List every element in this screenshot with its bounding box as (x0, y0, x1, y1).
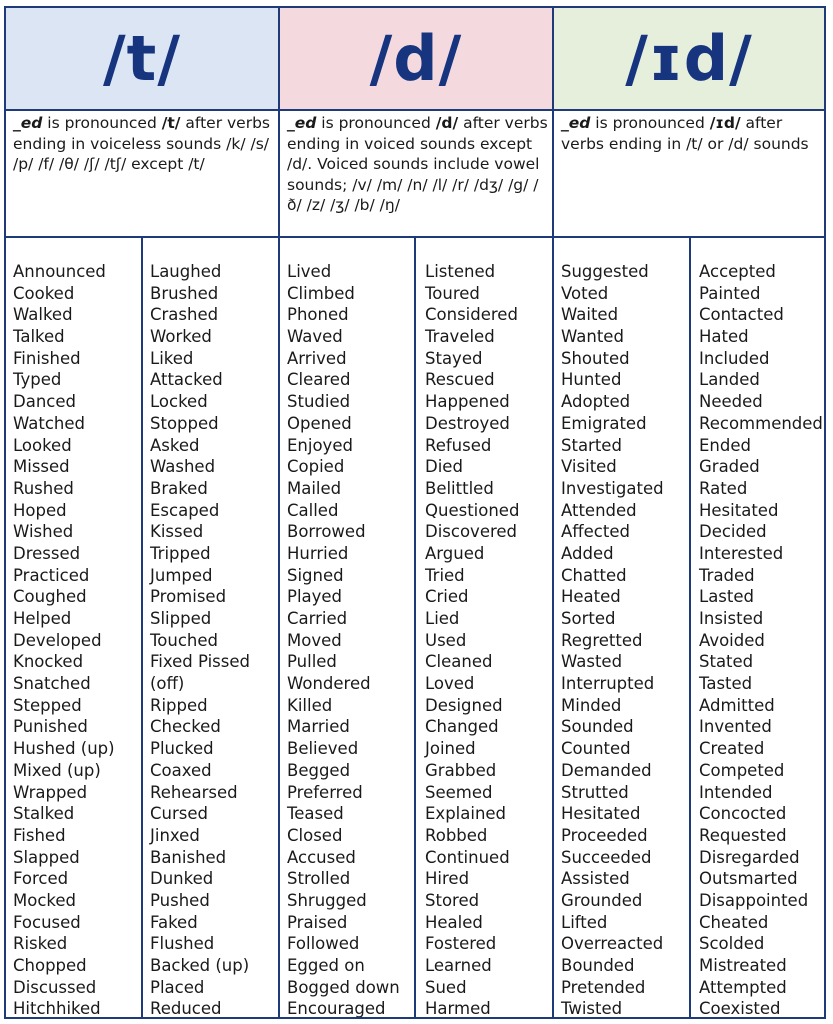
word-item: Scolded (699, 934, 765, 954)
divider (414, 237, 416, 1019)
word-item: Rescued (425, 370, 495, 390)
word-item: Egged on (287, 956, 365, 975)
word-item: Begged (287, 760, 351, 780)
word-item: Flushed (150, 934, 215, 954)
word-item: Attacked (150, 370, 223, 390)
word-item: Emigrated (561, 413, 647, 433)
word-item: Helped (13, 609, 72, 628)
word-item: Believed (287, 739, 359, 759)
word-item: Stayed (425, 348, 483, 368)
word-item: Rushed (13, 478, 74, 498)
word-item: Destroyed (425, 413, 510, 433)
word-item: Tasted (699, 674, 753, 694)
word-item: Borrowed (287, 522, 366, 542)
divider (4, 109, 826, 111)
word-item: Punished (13, 717, 88, 737)
desc-t-sound: /t/ (161, 114, 181, 132)
word-item: Hired (425, 869, 470, 889)
word-item: Cried (425, 587, 469, 607)
word-item: Worked (150, 327, 212, 347)
word-item: Strutted (561, 782, 629, 802)
word-item: Preferred (287, 782, 363, 802)
word-item: Questioned (425, 500, 520, 520)
word-item: Painted (699, 283, 761, 303)
word-item: Grounded (561, 890, 643, 910)
word-item: Toured (425, 283, 480, 303)
word-item: Signed (287, 565, 344, 585)
word-item: Continued (425, 847, 510, 867)
word-item: Reduced (150, 999, 222, 1019)
desc-t-pre: is pronounced (42, 114, 162, 132)
word-item: Fished (13, 825, 66, 845)
word-item: Sorted (561, 609, 616, 628)
word-item: Married (287, 717, 350, 737)
divider (552, 6, 554, 1019)
word-item: Discovered (425, 522, 518, 542)
word-item: Ripped (150, 695, 208, 715)
word-item: Followed (287, 934, 360, 954)
word-item: Discussed (13, 977, 97, 997)
word-item: Typed (13, 370, 62, 390)
word-item: Enjoyed (287, 435, 353, 455)
word-item: Lasted (699, 587, 754, 607)
word-item: Used (425, 630, 467, 650)
header-id-label: /ɪd/ (625, 22, 753, 95)
word-item: Played (287, 587, 343, 607)
word-item: Stopped (150, 413, 219, 433)
word-item: Counted (561, 739, 631, 759)
word-item: Chopped (13, 956, 87, 975)
word-item: Insisted (699, 609, 764, 628)
word-item: Moved (287, 630, 342, 650)
desc-d-pre: is pronounced (316, 114, 436, 132)
word-item: Checked (150, 717, 221, 737)
word-item: Watched (13, 413, 85, 433)
word-item: Sounded (561, 717, 634, 737)
word-item: Intended (699, 782, 773, 802)
word-item: Coexisted (699, 999, 781, 1019)
word-item: Disappointed (699, 890, 809, 910)
word-item: Proceeded (561, 825, 648, 845)
header-t-label: /t/ (103, 22, 181, 95)
word-item: Promised (150, 587, 227, 607)
word-item: Bogged down (287, 977, 400, 997)
word-item: Climbed (287, 283, 355, 303)
word-item: Escaped (150, 500, 220, 520)
word-item: Competed (699, 760, 785, 780)
word-item: Affected (561, 522, 630, 542)
desc-d-post: after verbs ending in voiced sounds except /d/. Voiced sounds include vowel sounds; /v/ /m/ /n/ /l/ /r/ /dʒ/ /g/ /ð/ /z/ /ʒ/ /b/ /ŋ/ (287, 114, 548, 215)
word-item: Heated (561, 587, 621, 607)
word-item: Loved (425, 674, 475, 694)
word-item: Demanded (561, 760, 652, 780)
divider (141, 237, 143, 1019)
word-item: Belittled (425, 478, 494, 498)
word-item: Chatted (561, 565, 627, 585)
word-item: Considered (425, 305, 518, 325)
word-item: Attempted (699, 977, 787, 997)
word-item: Waved (287, 327, 343, 347)
word-item: Overreacted (561, 934, 664, 954)
word-item: Pulled (287, 652, 337, 672)
divider (278, 6, 280, 1019)
word-item: Changed (425, 717, 499, 737)
word-item: Visited (561, 457, 617, 477)
word-item: Harmed (425, 999, 491, 1019)
word-item: Pushed (150, 890, 210, 910)
word-item: Included (699, 348, 770, 368)
word-item: Seemed (425, 782, 493, 802)
word-item: Arrived (287, 348, 347, 368)
word-item: Mixed (up) (13, 760, 101, 780)
word-item: Traded (699, 565, 755, 585)
word-item: Hated (699, 327, 749, 347)
word-item: Stepped (13, 695, 82, 715)
word-item: Dunked (150, 869, 214, 889)
word-item: Liked (150, 348, 194, 368)
word-item: Announced (13, 262, 106, 281)
word-item: Ended (699, 435, 751, 455)
word-item: Coughed (13, 587, 87, 607)
word-item: Finished (13, 348, 81, 368)
word-item: Braked (150, 478, 208, 498)
word-item: Cursed (150, 804, 208, 824)
word-item: Happened (425, 392, 510, 412)
word-item: Backed (up) (150, 956, 250, 975)
word-item: Added (561, 543, 614, 563)
word-item: Tripped (150, 543, 211, 563)
word-item: Avoided (699, 630, 765, 650)
word-item: Wrapped (13, 782, 88, 802)
word-item: Admitted (699, 695, 775, 715)
word-item: Cleared (287, 370, 351, 390)
word-item: (off) (150, 674, 185, 694)
word-item: Lifted (561, 912, 608, 932)
word-item: Explained (425, 804, 507, 824)
word-item: Lived (287, 262, 332, 281)
word-item: Dressed (13, 543, 81, 563)
word-item: Jumped (150, 565, 213, 585)
word-item: Praised (287, 912, 348, 932)
word-item: Carried (287, 609, 348, 628)
word-item: Killed (287, 695, 333, 715)
word-item: Hoped (13, 500, 67, 520)
word-item: Talked (13, 327, 65, 347)
word-item: Rated (699, 478, 748, 498)
word-item: Hurried (287, 543, 349, 563)
word-item: Phoned (287, 305, 349, 325)
word-item: Started (561, 435, 622, 455)
word-item: Pretended (561, 977, 646, 997)
word-item: Crashed (150, 305, 219, 325)
word-item: Touched (150, 630, 218, 650)
word-item: Hesitated (699, 500, 779, 520)
word-item: Recommended (699, 413, 823, 433)
word-item: Stored (425, 890, 480, 910)
header-d-label: /d/ (369, 22, 463, 95)
word-item: Wondered (287, 674, 371, 694)
word-item: Hesitated (561, 804, 641, 824)
word-item: Faked (150, 912, 198, 932)
word-item: Succeeded (561, 847, 652, 867)
word-item: Adopted (561, 392, 631, 412)
word-item: Fixed Pissed (150, 652, 250, 672)
word-item: Attended (561, 500, 637, 520)
word-item: Missed (13, 457, 70, 477)
word-item: Plucked (150, 739, 214, 759)
ed-suffix: _ed (287, 114, 317, 132)
word-item: Slapped (13, 847, 80, 867)
word-item: Suggested (561, 262, 649, 281)
word-item: Wasted (561, 652, 623, 672)
word-item: Stated (699, 652, 754, 672)
word-item: Graded (699, 457, 760, 477)
word-item: Stalked (13, 804, 75, 824)
word-item: Minded (561, 695, 622, 715)
word-item: Strolled (287, 869, 351, 889)
word-item: Practiced (13, 565, 90, 585)
desc-t-post: after verbs ending in voiceless sounds /k/ /s/ /p/ /f/ /θ/ /ʃ/ /tʃ/ except /t/ (13, 114, 270, 174)
word-item: Asked (150, 435, 200, 455)
word-item: Grabbed (425, 760, 497, 780)
word-item: Mistreated (699, 956, 787, 975)
word-item: Interested (699, 543, 784, 563)
word-item: Rehearsed (150, 782, 238, 802)
word-item: Shouted (561, 348, 630, 368)
word-item: Opened (287, 413, 352, 433)
word-item: Jinxed (150, 825, 200, 845)
word-item: Argued (425, 543, 485, 563)
word-item: Accused (287, 847, 356, 867)
word-item: Waited (561, 305, 619, 325)
desc-id-pre: is pronounced (590, 114, 710, 132)
word-item: Laughed (150, 262, 222, 281)
word-item: Called (287, 500, 339, 520)
word-item: Decided (699, 522, 767, 542)
word-item: Learned (425, 956, 492, 975)
word-item: Joined (425, 739, 476, 759)
word-item: Mocked (13, 890, 76, 910)
word-item: Developed (13, 630, 102, 650)
word-item: Hitchhiked (13, 999, 101, 1019)
word-item: Requested (699, 825, 787, 845)
word-item: Invented (699, 717, 772, 737)
word-item: Healed (425, 912, 483, 932)
word-item: Coaxed (150, 760, 212, 780)
word-item: Investigated (561, 478, 664, 498)
word-item: Refused (425, 435, 492, 455)
word-item: Brushed (150, 283, 219, 303)
desc-id-sound: /ɪd/ (709, 114, 741, 132)
desc-d-sound: /d/ (435, 114, 459, 132)
word-item: Tried (425, 565, 465, 585)
word-item: Knocked (13, 652, 84, 672)
word-item: Designed (425, 695, 503, 715)
word-item: Placed (150, 977, 205, 997)
word-item: Washed (150, 457, 216, 477)
divider (689, 237, 691, 1019)
word-item: Encouraged (287, 999, 386, 1019)
word-item: Shrugged (287, 890, 367, 910)
word-item: Banished (150, 847, 227, 867)
word-item: Died (425, 457, 463, 477)
word-item: Teased (287, 804, 344, 824)
word-item: Voted (561, 283, 609, 303)
ed-suffix: _ed (561, 114, 591, 132)
word-item: Locked (150, 392, 208, 412)
word-item: Kissed (150, 522, 204, 542)
word-item: Disregarded (699, 847, 800, 867)
word-item: Mailed (287, 478, 342, 498)
word-item: Copied (287, 457, 345, 477)
word-item: Walked (13, 305, 73, 325)
word-item: Fostered (425, 934, 497, 954)
divider (4, 236, 826, 238)
word-item: Looked (13, 435, 72, 455)
word-item: Wished (13, 522, 74, 542)
word-item: Snatched (13, 674, 91, 694)
word-item: Sued (425, 977, 467, 997)
word-item: Assisted (561, 869, 630, 889)
word-item: Created (699, 739, 765, 759)
word-item: Slipped (150, 609, 212, 628)
word-item: Concocted (699, 804, 787, 824)
word-item: Studied (287, 392, 351, 412)
word-item: Cleaned (425, 652, 493, 672)
word-item: Lied (425, 609, 460, 628)
word-item: Contacted (699, 305, 784, 325)
word-item: Traveled (425, 327, 495, 347)
word-item: Robbed (425, 825, 488, 845)
word-item: Danced (13, 392, 76, 412)
word-item: Closed (287, 825, 343, 845)
word-item: Forced (13, 869, 69, 889)
word-item: Needed (699, 392, 763, 412)
word-item: Wanted (561, 327, 624, 347)
desc-id-post: after verbs ending in /t/ or /d/ sounds (561, 114, 809, 153)
word-item: Focused (13, 912, 81, 932)
word-item: Twisted (561, 999, 623, 1019)
word-item: Accepted (699, 262, 776, 281)
ed-suffix: _ed (13, 114, 43, 132)
word-item: Cooked (13, 283, 75, 303)
word-item: Bounded (561, 956, 635, 975)
word-item: Outsmarted (699, 869, 798, 889)
word-item: Risked (13, 934, 68, 954)
word-item: Regretted (561, 630, 643, 650)
word-item: Landed (699, 370, 760, 390)
word-item: Listened (425, 262, 496, 281)
word-item: Hushed (up) (13, 739, 115, 759)
word-item: Hunted (561, 370, 622, 390)
word-item: Cheated (699, 912, 769, 932)
word-item: Interrupted (561, 674, 655, 694)
